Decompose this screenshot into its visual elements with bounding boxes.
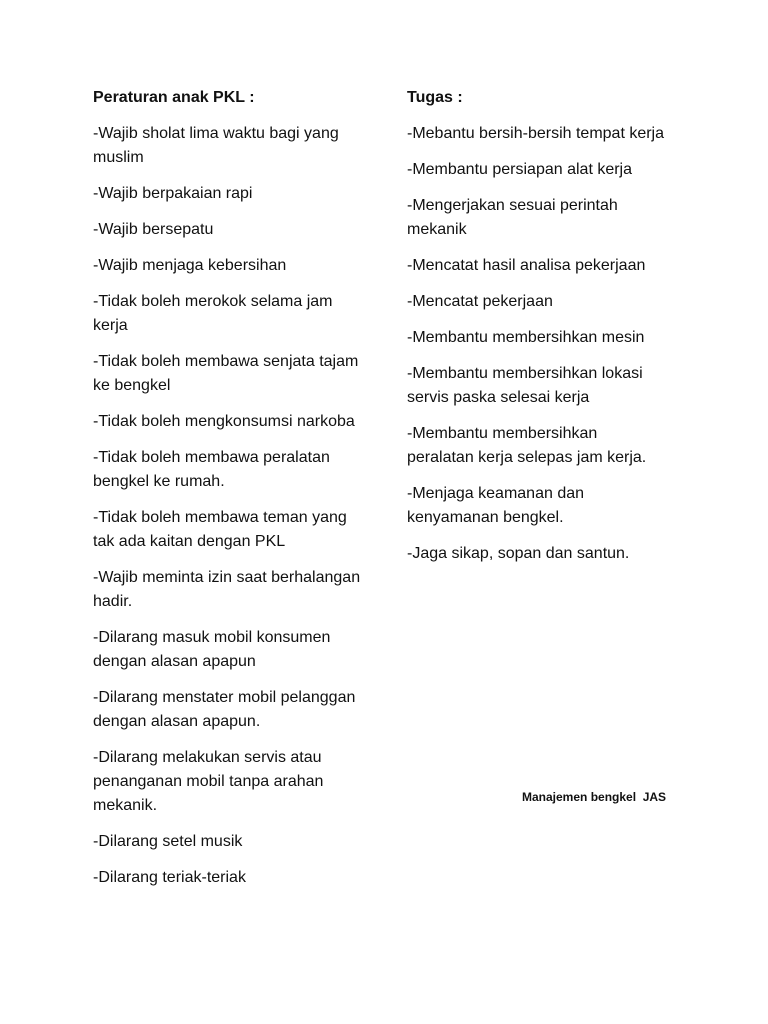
tasks-column	[407, 86, 667, 578]
task-item: -Membantu persiapan alat kerja	[407, 161, 633, 178]
task-item: -Mencatat hasil analisa pekerjaan	[407, 257, 646, 274]
rule-item: -Dilarang setel musik	[93, 833, 243, 850]
rules-column	[93, 86, 368, 902]
rules-heading: Peraturan anak PKL :	[93, 89, 255, 106]
task-item: -Jaga sikap, sopan dan santun.	[407, 545, 630, 562]
rule-item: -Dilarang melakukan servis atau penanganan mobil tanpa arahan mekanik.	[93, 749, 324, 814]
rule-item: -Wajib menjaga kebersihan	[93, 257, 287, 274]
rule-item: -Wajib meminta izin saat berhalangan hadir.	[93, 569, 361, 610]
rule-item: -Tidak boleh membawa teman yang tak ada kaitan dengan PKL	[93, 509, 347, 550]
task-item: -Membantu membersihkan peralatan kerja selepas jam kerja.	[407, 425, 647, 466]
rule-item: -Wajib bersepatu	[93, 221, 214, 238]
task-item: -Mebantu bersih-bersih tempat kerja	[407, 125, 665, 142]
rule-item: -Wajib sholat lima waktu bagi yang muslim	[93, 125, 339, 166]
rule-item: -Dilarang menstater mobil pelanggan dengan alasan apapun.	[93, 689, 356, 730]
task-item: -Menjaga keamanan dan kenyamanan bengkel.	[407, 485, 585, 526]
task-item: -Mengerjakan sesuai perintah mekanik	[407, 197, 618, 238]
task-item: -Mencatat pekerjaan	[407, 293, 553, 310]
task-item: -Membantu membersihkan mesin	[407, 329, 645, 346]
rule-item: -Tidak boleh merokok selama jam kerja	[93, 293, 333, 334]
rule-item: -Wajib berpakaian rapi	[93, 185, 253, 202]
rules-list	[93, 122, 368, 890]
rule-item: -Tidak boleh membawa peralatan bengkel ke rumah.	[93, 449, 330, 490]
rule-item: -Tidak boleh mengkonsumsi narkoba	[93, 413, 355, 430]
rule-item: -Tidak boleh membawa senjata tajam ke bengkel	[93, 353, 359, 394]
tasks-list	[407, 122, 667, 566]
rule-item: -Dilarang masuk mobil konsumen dengan alasan apapun	[93, 629, 331, 670]
tasks-heading: Tugas :	[407, 89, 463, 106]
task-item: -Membantu membersihkan lokasi servis paska selesai kerja	[407, 365, 643, 406]
management-signature: Manajemen bengkel JAS	[522, 790, 667, 804]
rule-item: -Dilarang teriak-teriak	[93, 869, 246, 886]
